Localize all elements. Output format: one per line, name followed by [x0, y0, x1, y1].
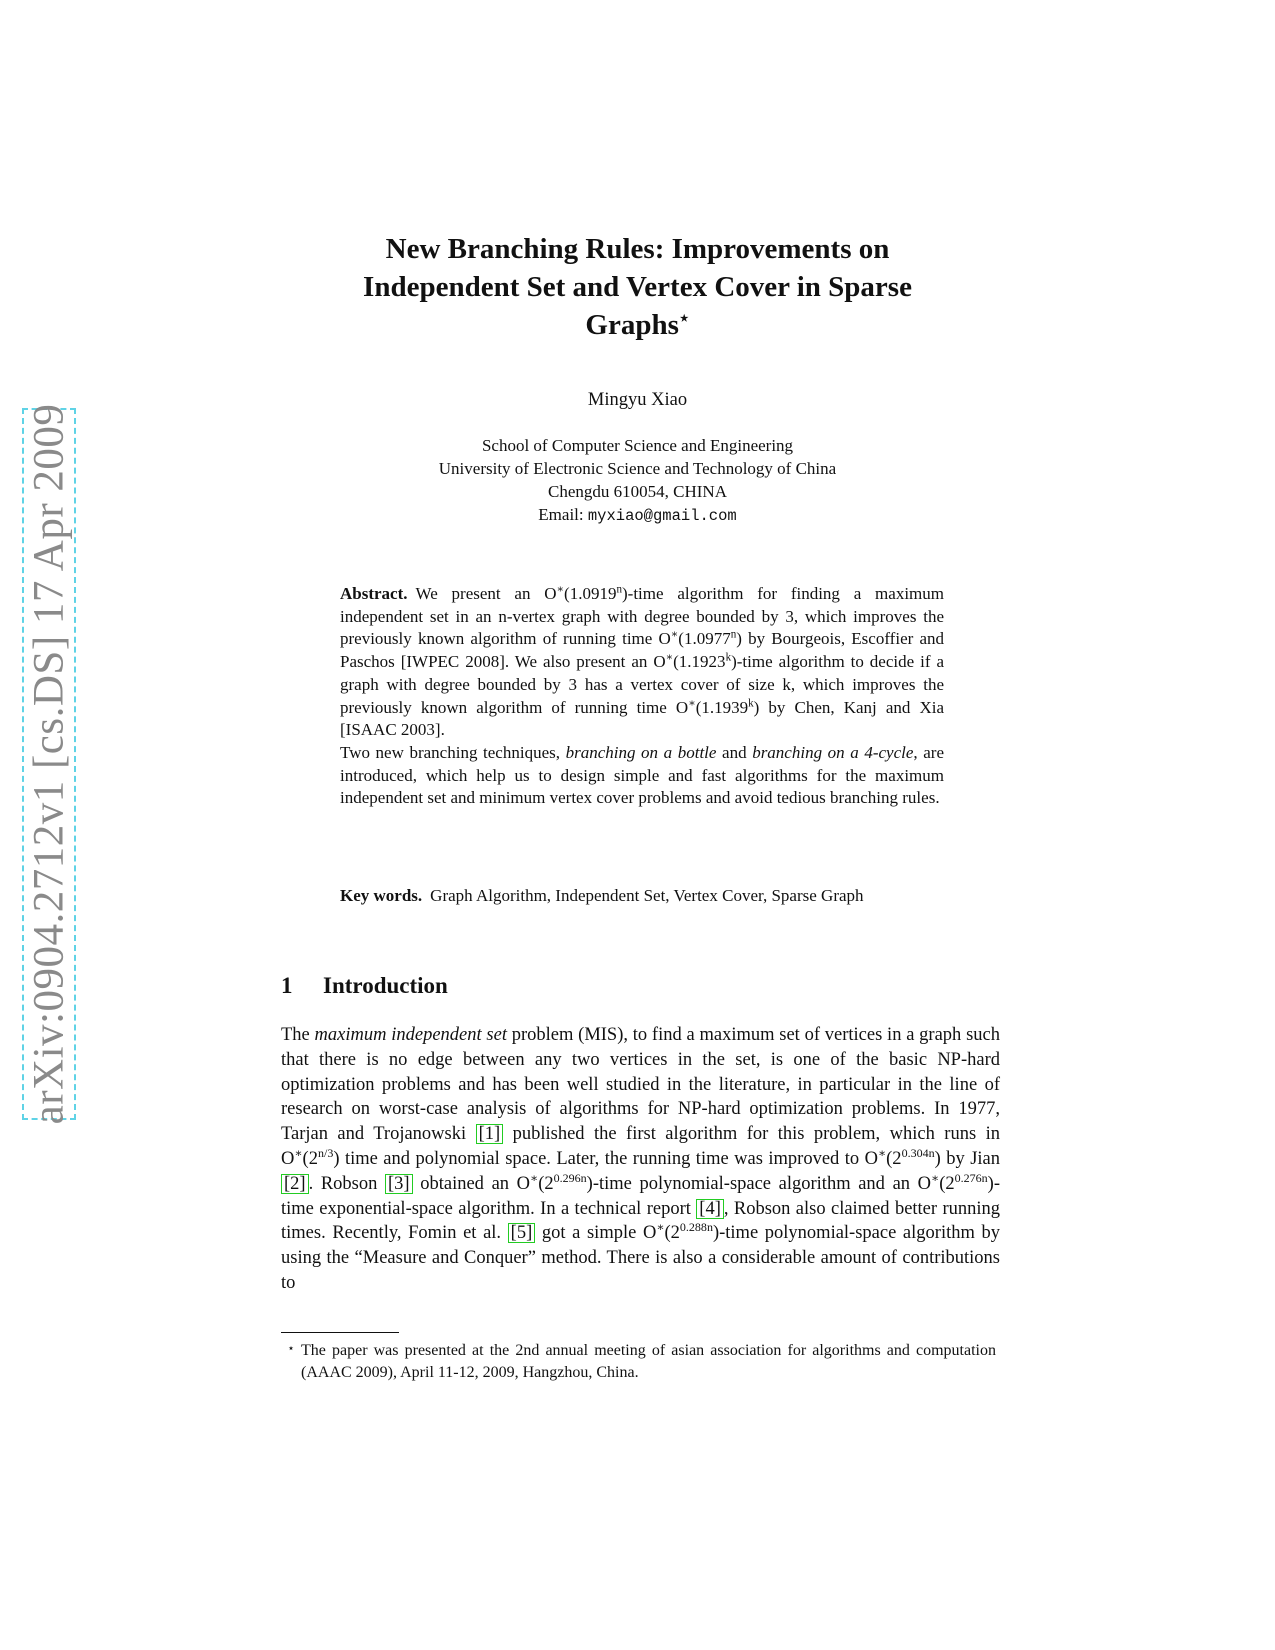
abstract-superscript: ∗: [670, 628, 679, 641]
abstract-text: ) by Bourgeois, Escoffier and Paschos [IWPEC 2008]. We also present an O: [340, 629, 944, 672]
abstract-label: Abstract.: [340, 584, 408, 603]
intro-text: )-time polynomial-space algorithm by using the “Measure and Conquer” method. There is also a considerable amount of contributions to: [281, 1223, 1000, 1293]
abstract: [340, 583, 944, 810]
abstract-text: (1.1939: [695, 697, 749, 717]
paper-title: [280, 230, 995, 344]
intro-text: problem (MIS), to find a maximum set of vertices in a graph such that there is no edge between any two vertices in the set, is one of the basic NP-hard optimization problems and has been well studied in the literature, in particular in the line of research on worst-case analysis of algorithms for NP-hard optimization problems. In 1977, Tarjan and Trojanowski: [281, 1025, 1000, 1145]
abstract-text: (1.0977: [678, 629, 731, 649]
intro-text: obtained an O: [412, 1173, 531, 1194]
intro-superscript: n/3: [317, 1145, 334, 1160]
arxiv-identifier: arXiv:0904.2712v1 [cs.DS] 17 Apr 2009: [25, 403, 73, 1125]
keywords-label: Key words.: [340, 886, 423, 905]
abstract-emphasis: branching on a bottle: [565, 742, 717, 762]
intro-text: (2: [664, 1223, 680, 1244]
intro-text: ) by Jian: [934, 1148, 1000, 1169]
abstract-paragraph-2: [340, 742, 944, 810]
abstract-text: and: [716, 742, 753, 762]
abstract-superscript: k: [725, 651, 732, 664]
keywords-paragraph: [340, 885, 944, 908]
intro-text: , Robson also claimed better running times. Recently, Fomin et al.: [281, 1198, 1000, 1244]
abstract-paragraph-1: [340, 583, 944, 742]
intro-text: published the first algorithm for this problem, which runs in O: [281, 1124, 1000, 1169]
abstract-text: , are introduced, which help us to design simple and fast algorithms for the maximum independent set and minimum vertex cover problems and avoid tedious branching rules.: [340, 742, 944, 808]
section-number: 1: [281, 973, 293, 998]
affiliation-address: Chengdu 610054, CHINA: [548, 482, 727, 501]
abstract-text: )-time algorithm for finding a maximum independent set in an n-vertex graph with degree bounded by 3, which improves the previously known algorithm of running time O: [340, 584, 944, 649]
citation-link[interactable]: [2]: [281, 1174, 309, 1194]
affiliation-school: School of Computer Science and Engineering: [481, 436, 794, 455]
intro-superscript: 0.304n: [901, 1145, 935, 1160]
intro-superscript: 0.296n: [553, 1170, 587, 1185]
arxiv-stamp: [22, 403, 76, 1125]
title-line-2: Independent Set and Vertex Cover in Sparse: [363, 271, 912, 303]
abstract-superscript: ∗: [556, 583, 565, 596]
citation-link[interactable]: [3]: [385, 1174, 413, 1194]
affiliation-email-line: [280, 503, 995, 528]
citation-link[interactable]: [1]: [476, 1124, 504, 1144]
abstract-text: (1.0919: [564, 584, 617, 603]
footnote-divider: [281, 1332, 399, 1333]
title-footnote-mark: ⋆: [678, 308, 690, 328]
intro-superscript: 0.276n: [954, 1170, 988, 1185]
intro-paragraph: [281, 1023, 1000, 1296]
title-line-3: Graphs: [585, 309, 679, 341]
title-line-1: New Branching Rules: Improvements on: [385, 233, 890, 265]
abstract-text: We present an O: [415, 584, 557, 603]
intro-superscript: 0.288n: [679, 1220, 713, 1235]
section-title: Introduction: [323, 973, 448, 998]
abstract-text: ) by Chen, Kanj and Xia [ISAAC 2003].: [340, 697, 944, 740]
intro-superscript: ∗: [656, 1220, 665, 1235]
abstract-emphasis: branching on a 4-cycle: [752, 742, 914, 762]
footnote: [281, 1340, 1000, 1384]
intro-superscript: ∗: [931, 1170, 940, 1185]
intro-text: )-time polynomial-space algorithm and an O: [586, 1173, 932, 1194]
intro-text: )-time exponential-space algorithm. In a technical report: [281, 1173, 1000, 1219]
footnote-mark: ⋆: [287, 1341, 295, 1355]
abstract-superscript: ∗: [688, 696, 696, 709]
abstract-superscript: ∗: [665, 651, 674, 664]
footnote-text: The paper was presented at the 2nd annual meeting of asian association for algorithms and computation (AAAC 2009), April 11-12, 2009, Hangzhou, China.: [301, 1342, 996, 1381]
author-name: Mingyu Xiao: [587, 390, 688, 410]
abstract-text: (1.1923: [673, 652, 726, 672]
citation-link[interactable]: [4]: [696, 1199, 724, 1219]
abstract-superscript: n: [730, 628, 737, 641]
intro-superscript: ∗: [877, 1145, 887, 1160]
email-label: Email:: [538, 505, 584, 524]
affiliation-university: University of Electronic Science and Technology of China: [438, 459, 837, 478]
abstract-superscript: n: [616, 583, 622, 596]
citation-link[interactable]: [5]: [508, 1223, 536, 1243]
keywords-text: Graph Algorithm, Independent Set, Vertex Cover, Sparse Graph: [430, 886, 864, 905]
intro-text: (2: [939, 1173, 955, 1194]
section-heading: [281, 973, 448, 999]
intro-text: The: [281, 1025, 315, 1045]
intro-text: (2: [538, 1173, 554, 1194]
intro-text: got a simple O: [535, 1223, 657, 1244]
intro-text: ) time and polynomial space. Later, the running time was improved to O: [333, 1148, 878, 1169]
abstract-text: )-time algorithm to decide if a graph with degree bounded by 3 has a vertex cover of size k, which improves the previously known algorithm of running time O: [340, 652, 945, 717]
abstract-text: Two new branching techniques,: [340, 742, 566, 762]
intro-emphasis: maximum independent set: [314, 1025, 507, 1045]
intro-text: (2: [886, 1148, 902, 1169]
affiliation: [280, 434, 995, 528]
abstract-superscript: k: [748, 696, 754, 709]
intro-superscript: ∗: [294, 1145, 303, 1160]
intro-text: (2: [302, 1148, 318, 1169]
keywords: [340, 885, 944, 908]
intro-superscript: ∗: [530, 1170, 539, 1185]
intro-text: . Robson: [308, 1173, 386, 1194]
email-address: myxiao@gmail.com: [587, 507, 737, 525]
